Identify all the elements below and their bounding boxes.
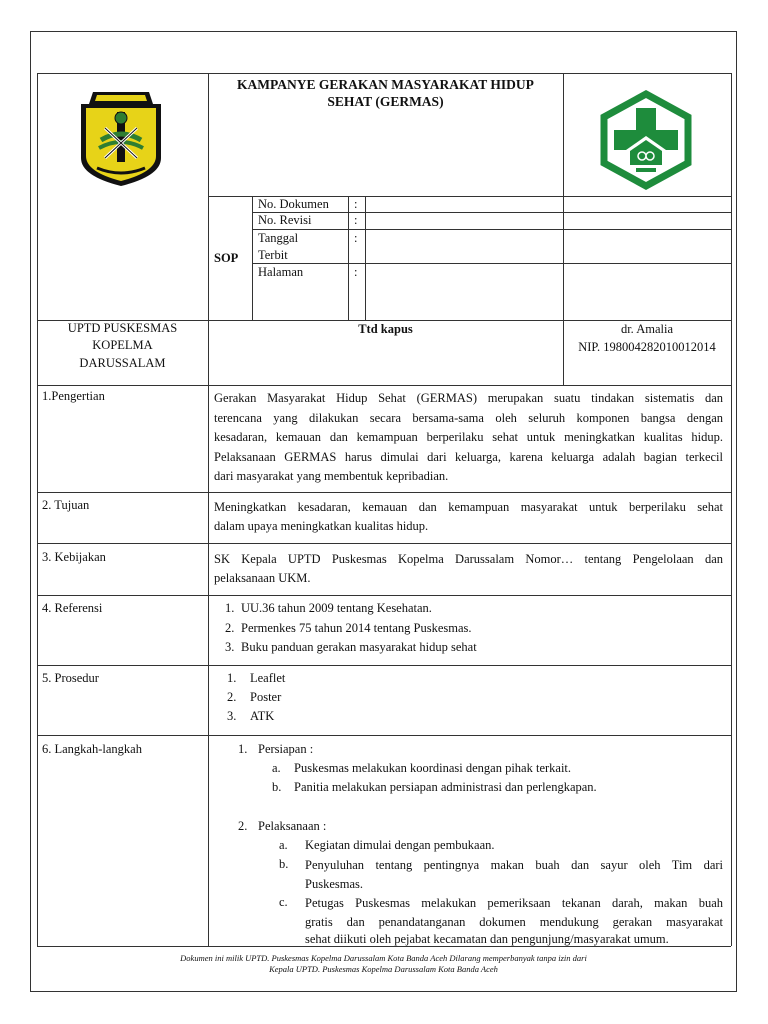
- issue-date-label-line1: Tanggal: [258, 231, 299, 245]
- substep-text: Penyuluhan tentang pentingnya makan buah dan sayur oleh Tim dari: [305, 858, 723, 872]
- referensi-item: UU.36 tahun 2009 tentang Kesehatan.: [241, 601, 432, 615]
- puskesmas-logo-icon: [596, 90, 696, 190]
- doc-number-label: No. Dokumen: [258, 197, 329, 211]
- section-label-pengertian: 1.Pengertian: [42, 389, 105, 403]
- step-title: Persiapan :: [258, 742, 314, 756]
- signature-label: Ttd kapus: [358, 322, 413, 336]
- section-label-referensi: 4. Referensi: [42, 601, 103, 615]
- tujuan-line: Meningkatkan kesadaran, kemauan dan kemampuan masyarakat untuk berperilaku sehat: [214, 500, 723, 514]
- substep-text: gratis dan penandatanganan dokumen mendukung gerakan masyarakat: [305, 915, 723, 929]
- substep-letter: a.: [279, 838, 288, 852]
- substep-text: Petugas Puskesmas melakukan pemeriksaan tekanan darah, makan buah: [305, 896, 723, 910]
- page-label: Halaman: [258, 265, 304, 279]
- referensi-num: 3.: [225, 640, 235, 654]
- pengertian-line: terencana yang dilakukan secara bersama-sama oleh seluruh komponen bangsa dengan: [214, 411, 723, 425]
- pengertian-line: dari masyarakat yang membentuk kepribadian.: [214, 469, 449, 483]
- step-num: 1.: [238, 742, 248, 756]
- substep-text: Kegiatan dimulai dengan pembukaan.: [305, 838, 495, 852]
- referensi-item: Buku panduan gerakan masyarakat hidup sehat: [241, 640, 477, 654]
- issue-date-colon: :: [354, 231, 358, 245]
- kebijakan-line: pelaksanaan UKM.: [214, 571, 311, 585]
- footer-line2: Kepala UPTD. Puskesmas Kopelma Darussalam Kota Banda Aceh: [269, 964, 498, 974]
- revision-colon: :: [354, 213, 358, 227]
- document-title-line2: SEHAT (GERMAS): [327, 94, 444, 109]
- substep-text: Puskesmas melakukan koordinasi dengan pihak terkait.: [294, 761, 572, 775]
- issue-date-label-line2: Terbit: [258, 248, 288, 262]
- kebijakan-line: SK Kepala UPTD Puskesmas Kopelma Darussalam Nomor… tentang Pengelolaan dan: [214, 552, 723, 566]
- head-nip: NIP. 198004282010012014: [578, 340, 716, 354]
- head-name: dr. Amalia: [620, 322, 674, 336]
- substep-letter: b.: [279, 857, 289, 871]
- org-name-line2: KOPELMA: [92, 338, 153, 352]
- substep-letter: a.: [272, 761, 281, 775]
- sop-label: SOP: [214, 251, 239, 265]
- prosedur-item: Poster: [250, 690, 282, 704]
- prosedur-num: 3.: [227, 709, 237, 723]
- prosedur-num: 1.: [227, 671, 237, 685]
- prosedur-item: ATK: [250, 709, 275, 723]
- section-label-langkah: 6. Langkah-langkah: [42, 742, 142, 756]
- doc-number-colon: :: [354, 197, 358, 211]
- substep-letter: b.: [272, 780, 282, 794]
- section-label-kebijakan: 3. Kebijakan: [42, 550, 106, 564]
- tujuan-line: dalam upaya meningkatkan kualitas hidup.: [214, 519, 429, 533]
- step-num: 2.: [238, 819, 248, 833]
- referensi-item: Permenkes 75 tahun 2014 tentang Puskesmas.: [241, 621, 472, 635]
- pengertian-line: kesadaran, kemauan dan kemampuan berperilaku sehat untuk meningkatkan kualitas hidup.: [214, 430, 723, 444]
- revision-label: No. Revisi: [258, 213, 312, 227]
- substep-text: Puskesmas.: [305, 877, 363, 891]
- org-name-line3: DARUSSALAM: [79, 356, 166, 370]
- section-label-prosedur: 5. Prosedur: [42, 671, 99, 685]
- document-title-line1: KAMPANYE GERAKAN MASYARAKAT HIDUP: [237, 77, 534, 92]
- crest-logo-icon: [75, 88, 167, 188]
- section-label-tujuan: 2. Tujuan: [42, 498, 90, 512]
- substep-text: Panitia melakukan persiapan administrasi dan perlengkapan.: [294, 780, 597, 794]
- pengertian-line: Gerakan Masyarakat Hidup Sehat (GERMAS) merupakan suatu tindakan sistematis dan: [214, 391, 723, 405]
- substep-letter: c.: [279, 895, 288, 909]
- prosedur-num: 2.: [227, 690, 237, 704]
- pengertian-line: Pelaksanaan GERMAS harus dimulai dari keluarga, karena keluarga adalah bagian terkecil: [214, 450, 723, 464]
- referensi-num: 1.: [225, 601, 235, 615]
- page-colon: :: [354, 265, 358, 279]
- footer-line1: Dokumen ini milik UPTD. Puskesmas Kopelma Darussalam Kota Banda Aceh Dilarang memperbanyak tanpa izin dari: [180, 953, 587, 963]
- step-title: Pelaksanaan :: [258, 819, 327, 833]
- org-name-line1: UPTD PUSKESMAS: [67, 321, 178, 335]
- referensi-num: 2.: [225, 621, 235, 635]
- prosedur-item: Leaflet: [250, 671, 286, 685]
- substep-text: sehat diikuti oleh pejabat kecamatan dan pengunjung/masyarakat umum.: [305, 932, 669, 946]
